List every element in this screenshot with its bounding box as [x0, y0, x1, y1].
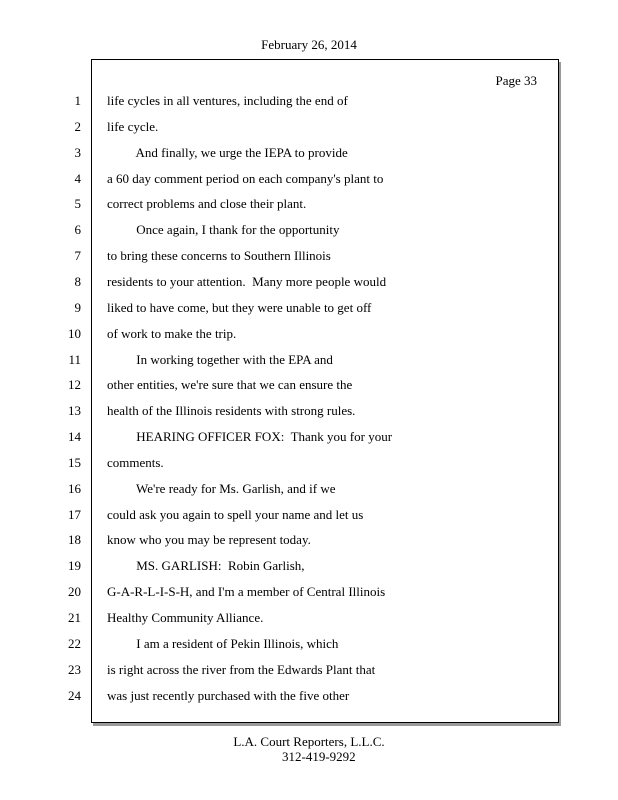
transcript-line: life cycles in all ventures, including the end of [107, 93, 348, 108]
line-number: 21 [68, 610, 81, 625]
line-number: 6 [74, 222, 81, 237]
line-number: 2 [74, 119, 81, 134]
transcript-line: is right across the river from the Edwards Plant that [107, 662, 376, 677]
transcript-line: other entities, we're sure that we can ensure the [107, 377, 353, 392]
line-number: 23 [68, 662, 81, 677]
line-number: 17 [68, 507, 81, 522]
page-number: Page 33 [495, 73, 537, 88]
transcript-line: We're ready for Ms. Garlish, and if we [107, 481, 336, 496]
transcript-line: life cycle. [107, 119, 159, 134]
transcript-line: I am a resident of Pekin Illinois, which [107, 636, 339, 651]
transcript-line: comments. [107, 455, 164, 470]
line-number: 5 [74, 196, 81, 211]
transcript-line: Healthy Community Alliance. [107, 610, 264, 625]
transcript-line: residents to your attention. Many more people would [107, 274, 387, 289]
transcript-line: correct problems and close their plant. [107, 196, 307, 211]
line-number: 18 [68, 532, 81, 547]
line-number: 1 [74, 93, 81, 108]
transcript-line: HEARING OFFICER FOX: Thank you for your [107, 429, 393, 444]
transcript-line: MS. GARLISH: Robin Garlish, [107, 558, 305, 573]
line-number: 3 [74, 145, 81, 160]
transcript-line: liked to have come, but they were unable to get off [107, 300, 372, 315]
transcript-line: In working together with the EPA and [107, 352, 333, 367]
line-number: 24 [68, 688, 81, 703]
line-number: 4 [74, 171, 81, 186]
footer-company: L.A. Court Reporters, L.L.C. [233, 734, 385, 749]
line-number: 16 [68, 481, 81, 496]
document-date: February 26, 2014 [261, 37, 357, 52]
line-number: 8 [74, 274, 81, 289]
transcript-line: health of the Illinois residents with strong rules. [107, 403, 356, 418]
line-number: 9 [74, 300, 81, 315]
transcript-line: was just recently purchased with the five other [107, 688, 350, 703]
line-number: 7 [74, 248, 81, 263]
transcript-line: know who you may be represent today. [107, 532, 311, 547]
line-number: 22 [68, 636, 81, 651]
line-number: 14 [68, 429, 81, 444]
transcript-line: G-A-R-L-I-S-H, and I'm a member of Central Illinois [107, 584, 386, 599]
transcript-line: Once again, I thank for the opportunity [107, 222, 340, 237]
line-number: 12 [68, 377, 81, 392]
transcript-line: to bring these concerns to Southern Illinois [107, 248, 331, 263]
transcript-line: of work to make the trip. [107, 326, 237, 341]
footer-phone: 312-419-9292 [282, 749, 356, 764]
line-number: 19 [68, 558, 81, 573]
transcript-line: could ask you again to spell your name and let us [107, 507, 364, 522]
line-number: 20 [68, 584, 81, 599]
line-number: 10 [68, 326, 81, 341]
line-number: 11 [68, 352, 81, 367]
line-number: 13 [68, 403, 81, 418]
transcript-line: a 60 day comment period on each company's plant to [107, 171, 384, 186]
line-number: 15 [68, 455, 81, 470]
transcript-line: And finally, we urge the IEPA to provide [107, 145, 348, 160]
